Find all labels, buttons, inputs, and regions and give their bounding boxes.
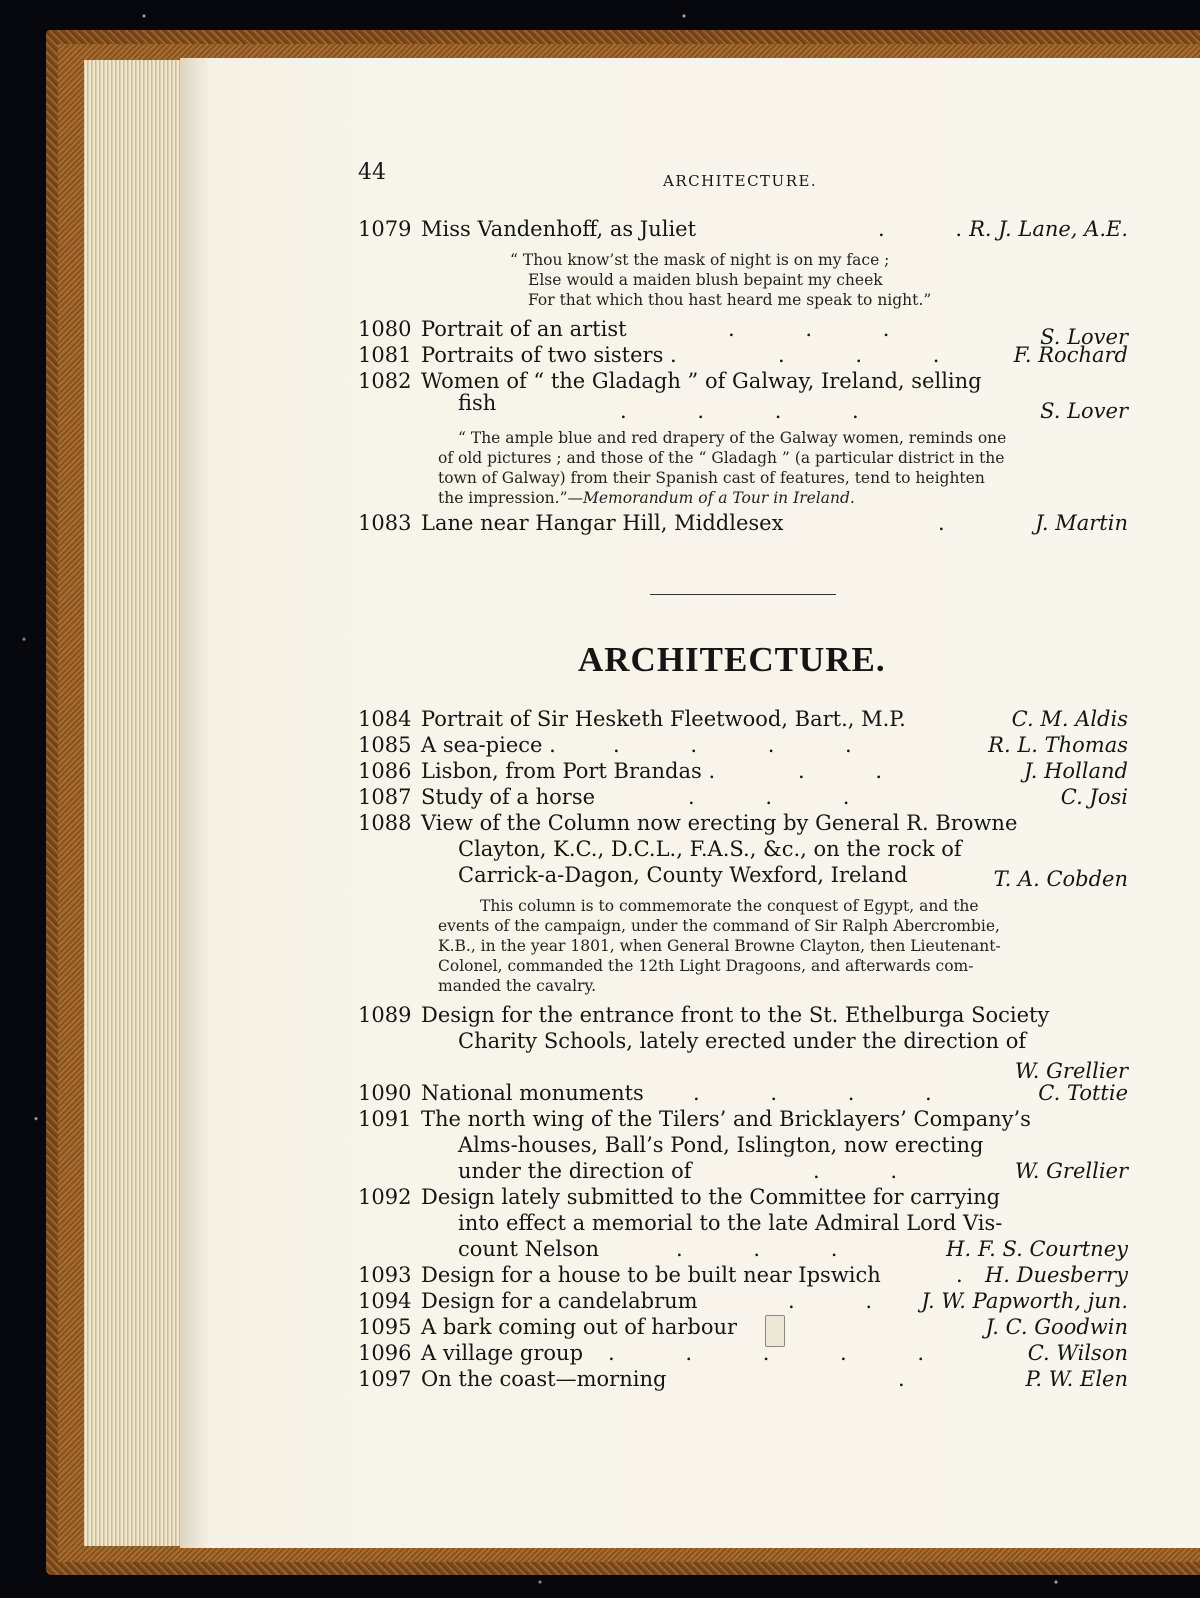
entry-artist: C. Josi bbox=[1060, 785, 1128, 809]
catalogue-entry bbox=[358, 216, 1128, 242]
catalogue-entry bbox=[358, 316, 1128, 349]
leader-dots: . . . . bbox=[620, 399, 860, 423]
leader-dots: . . bbox=[813, 1159, 899, 1183]
leader-dots: . . . . bbox=[693, 1081, 933, 1105]
leader-dots: . . . bbox=[778, 343, 941, 367]
entry-number: 1081 bbox=[358, 343, 412, 367]
entry-number: 1091 bbox=[358, 1107, 412, 1131]
entry-number: 1094 bbox=[358, 1289, 412, 1313]
leader-dots: . . . bbox=[676, 1237, 839, 1261]
entry-artist: S. Lover bbox=[1040, 399, 1128, 423]
entry-title-continued: Charity Schools, lately erected under the direction of bbox=[458, 1029, 1027, 1053]
entry-artist: C. Tottie bbox=[1038, 1081, 1128, 1105]
entry-title: Women of “ the Gladagh ” of Galway, Ireland, selling bbox=[421, 369, 982, 393]
catalogue-entry bbox=[358, 784, 1128, 810]
entry-number: 1085 bbox=[358, 733, 412, 757]
catalogue-entry bbox=[358, 1366, 1128, 1392]
entry-artist: J. C. Goodwin bbox=[985, 1315, 1128, 1339]
catalogue-entry bbox=[358, 510, 1128, 536]
catalogue-entry bbox=[358, 1340, 1128, 1366]
entry-title: Lisbon, from Port Brandas . bbox=[421, 759, 716, 783]
entry-title: Lane near Hangar Hill, Middlesex bbox=[421, 511, 784, 535]
entry-number: 1089 bbox=[358, 1003, 412, 1027]
entry-artist: H. Duesberry bbox=[984, 1263, 1128, 1287]
entry-title: Design for a house to be built near Ipswich bbox=[421, 1263, 881, 1287]
entry-artist: C. Wilson bbox=[1027, 1341, 1128, 1365]
entry-title: Portrait of Sir Hesketh Fleetwood, Bart., M.P. bbox=[421, 707, 906, 731]
section-heading: ARCHITECTURE. bbox=[578, 640, 886, 679]
entry-number: 1088 bbox=[358, 811, 412, 835]
quote-line: “ Thou know’st the mask of night is on my face ; bbox=[510, 251, 890, 269]
catalogue-entry bbox=[358, 1288, 1128, 1314]
entry-title-continued: Carrick-a-Dagon, County Wexford, Ireland bbox=[458, 863, 908, 887]
entry-note-line: manded the cavalry. bbox=[438, 977, 597, 995]
entry-title-continued: Clayton, K.C., D.C.L., F.A.S., &c., on the rock of bbox=[458, 837, 962, 861]
entry-number: 1093 bbox=[358, 1263, 412, 1287]
entry-artist: R. L. Thomas bbox=[988, 733, 1128, 757]
entry-title-continued: Alms-houses, Ball’s Pond, Islington, now erecting bbox=[458, 1133, 984, 1157]
page-number: 44 bbox=[358, 160, 386, 185]
entry-number: 1079 bbox=[358, 217, 412, 241]
entry-title: Design for a candelabrum bbox=[421, 1289, 698, 1313]
leader-dots: . . bbox=[798, 759, 884, 783]
entry-title-continued: fish bbox=[458, 391, 497, 415]
entry-number: 1087 bbox=[358, 785, 412, 809]
catalogue-entry bbox=[358, 342, 1128, 368]
leader-dots: . . . . . bbox=[608, 1341, 926, 1365]
entry-number: 1086 bbox=[358, 759, 412, 783]
catalogue-entry bbox=[358, 706, 1128, 732]
catalogue-entry bbox=[358, 1184, 1128, 1210]
entry-artist: J. Holland bbox=[1023, 759, 1128, 783]
entry-title-continued: into effect a memorial to the late Admiral Lord Vis- bbox=[458, 1211, 1003, 1235]
catalogue-entry bbox=[358, 732, 1128, 758]
entry-artist: J. Martin bbox=[1035, 511, 1128, 535]
leader-dots: . . bbox=[878, 217, 964, 241]
entry-title: View of the Column now erecting by General R. Browne bbox=[421, 811, 1018, 835]
entry-number: 1092 bbox=[358, 1185, 412, 1209]
entry-title-continued: under the direction of bbox=[458, 1159, 692, 1183]
entry-note-line: town of Galway) from their Spanish cast of features, tend to heighten bbox=[438, 469, 985, 487]
quote-line: For that which thou hast heard me speak to night.” bbox=[528, 291, 932, 309]
catalogue-entry bbox=[358, 1314, 1128, 1340]
quote-line: Else would a maiden blush bepaint my cheek bbox=[528, 271, 883, 289]
entry-note-line: This column is to commemorate the conquest of Egypt, and the bbox=[480, 897, 979, 915]
entry-artist: T. A. Cobden bbox=[993, 867, 1128, 891]
entry-note-line: K.B., in the year 1801, when General Browne Clayton, then Lieutenant- bbox=[438, 937, 1001, 955]
leader-dots: . . bbox=[788, 1289, 874, 1313]
section-divider bbox=[650, 594, 836, 595]
running-head: ARCHITECTURE. bbox=[663, 172, 818, 190]
entry-title: The north wing of the Tilers’ and Bricklayers’ Company’s bbox=[421, 1107, 1031, 1131]
entry-artist: R. J. Lane, A.E. bbox=[969, 217, 1128, 241]
catalogue-entry bbox=[358, 1002, 1128, 1028]
entry-number: 1080 bbox=[358, 317, 412, 341]
entry-number: 1084 bbox=[358, 707, 412, 731]
entry-title: Study of a horse bbox=[421, 785, 596, 809]
entry-number: 1090 bbox=[358, 1081, 412, 1105]
catalogue-entry bbox=[358, 1080, 1128, 1106]
entry-number: 1097 bbox=[358, 1367, 412, 1391]
entry-note-line: Colonel, commanded the 12th Light Dragoons, and afterwards com- bbox=[438, 957, 974, 975]
leader-dots: . bbox=[938, 511, 946, 535]
entry-artist: J. W. Papworth, jun. bbox=[921, 1289, 1128, 1313]
leader-dots: . . . . bbox=[613, 733, 853, 757]
entry-title: Miss Vandenhoff, as Juliet bbox=[421, 217, 697, 241]
entry-number: 1096 bbox=[358, 1341, 412, 1365]
leader-dots: . bbox=[898, 1367, 906, 1391]
entry-artist: S. Lover bbox=[1040, 325, 1128, 349]
entry-note-line: the impression.”—Memorandum of a Tour in Ireland. bbox=[438, 489, 855, 507]
entry-title: Design for the entrance front to the St. Ethelburga Society bbox=[421, 1003, 1050, 1027]
entry-title: A bark coming out of harbour bbox=[421, 1315, 738, 1339]
entry-note-line: events of the campaign, under the command of Sir Ralph Abercrombie, bbox=[438, 917, 1000, 935]
leader-dots: . bbox=[956, 1263, 964, 1287]
entry-artist-line bbox=[358, 1236, 1128, 1262]
entry-artist: C. M. Aldis bbox=[1011, 707, 1128, 731]
catalogue-entry bbox=[358, 758, 1128, 784]
entry-note-line: “ The ample blue and red drapery of the Galway women, reminds one bbox=[458, 429, 1007, 447]
leader-dots: . . . bbox=[728, 317, 891, 341]
catalogue-entry bbox=[358, 1106, 1128, 1132]
entry-artist-line bbox=[620, 398, 1128, 424]
entry-title: On the coast—morning bbox=[421, 1367, 667, 1391]
entry-title: A sea-piece . bbox=[421, 733, 556, 757]
entry-title-continued: count Nelson bbox=[458, 1237, 600, 1261]
entry-artist: W. Grellier bbox=[1014, 1059, 1128, 1083]
entry-title: Design lately submitted to the Committee for carrying bbox=[421, 1185, 1001, 1209]
entry-artist: H. F. S. Courtney bbox=[946, 1237, 1128, 1261]
entry-title: National monuments bbox=[421, 1081, 644, 1105]
entry-number: 1095 bbox=[358, 1315, 412, 1339]
entry-title: A village group bbox=[421, 1341, 584, 1365]
entry-title: Portraits of two sisters . bbox=[421, 343, 677, 367]
entry-artist: P. W. Elen bbox=[1025, 1367, 1128, 1391]
catalogue-entry bbox=[358, 1262, 1128, 1288]
leader-dots: . . . bbox=[688, 785, 851, 809]
entry-note-line: of old pictures ; and those of the “ Gladagh ” (a particular district in the bbox=[438, 449, 1005, 467]
entry-artist: F. Rochard bbox=[1013, 343, 1128, 367]
entry-number: 1082 bbox=[358, 369, 412, 393]
entry-number: 1083 bbox=[358, 511, 412, 535]
entry-title: Portrait of an artist bbox=[421, 317, 627, 341]
catalogue-entry bbox=[358, 810, 1128, 836]
entry-artist-line bbox=[358, 1158, 1128, 1184]
entry-artist: W. Grellier bbox=[1014, 1159, 1128, 1183]
